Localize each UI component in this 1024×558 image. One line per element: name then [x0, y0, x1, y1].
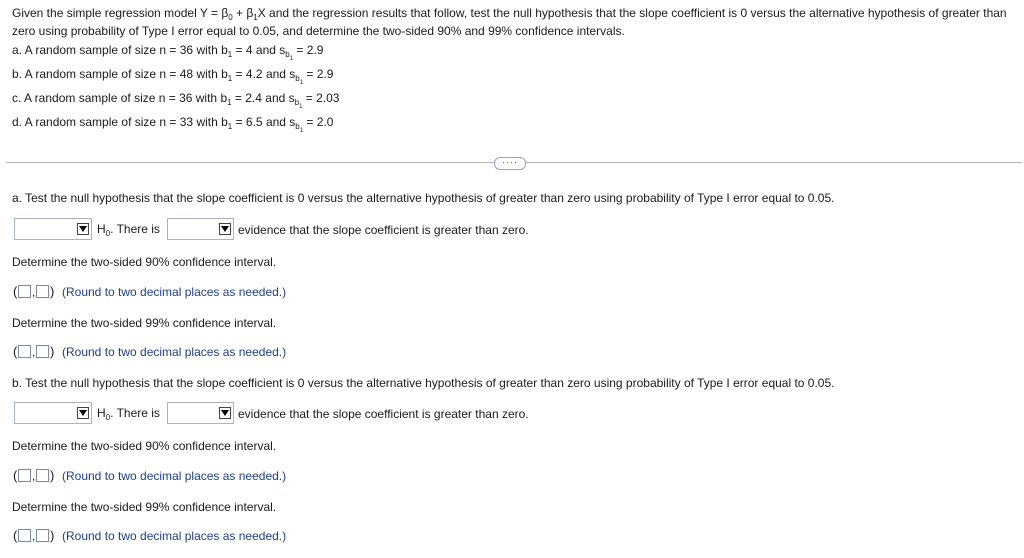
part-a-ci99-row: ( , ) (Round to two decimal places as needed.)	[13, 344, 287, 359]
part-b-ci99-upper-input[interactable]	[36, 529, 49, 542]
intro-text: + β	[232, 6, 254, 20]
part-b-ci99-lower-input[interactable]	[18, 529, 31, 542]
sample-item-b: b. A random sample of size n = 48 with $b_1 = 4.2$ and $s_{b_1} = 2.9$	[12, 67, 334, 86]
sample-item-d: d. A random sample of size n = 33 with $b_1 = 6.5$ and $s_{b_1} = 2.0$	[12, 115, 334, 134]
part-b-evidence-text: evidence that the slope coefficient is greater than zero.	[238, 407, 529, 421]
beta0-subscript: 0	[228, 13, 233, 22]
round-hint: (Round to two decimal places as needed.)	[62, 345, 287, 359]
part-b-evidence-dropdown[interactable]	[167, 402, 234, 424]
round-hint: (Round to two decimal places as needed.)	[62, 285, 287, 299]
intro-text: Given the simple regression model Y = β	[12, 6, 229, 20]
dropdown-arrow-icon	[77, 407, 89, 419]
part-a-h0-decision-dropdown[interactable]	[14, 218, 92, 240]
part-a-ci99-upper-input[interactable]	[36, 345, 49, 358]
part-b-ci90-lower-input[interactable]	[18, 469, 31, 482]
part-a-ci99-label: Determine the two-sided 99% confidence interval.	[12, 316, 277, 330]
sample-item-c: c. A random sample of size n = 36 with $b_1 = 2.4$ and $s_{b_1} = 2.03$	[12, 91, 340, 110]
part-a-ci90-label: Determine the two-sided 90% confidence interval.	[12, 255, 277, 269]
part-b-ci90-label: Determine the two-sided 90% confidence interval.	[12, 439, 277, 453]
round-hint: (Round to two decimal places as needed.)	[62, 469, 287, 483]
part-b-ci90-row: ( , ) (Round to two decimal places as needed.)	[13, 468, 287, 483]
part-a-h0-label: $H_0$. There is	[97, 222, 160, 238]
expand-more-button[interactable]: ····	[494, 157, 526, 170]
part-a-question: a. Test the null hypothesis that the slope coefficient is 0 versus the alternative hypothesis of greater than zero using probability of Type I error equal to 0.05.	[12, 191, 835, 205]
part-a-evidence-text: evidence that the slope coefficient is greater than zero.	[238, 223, 529, 237]
dropdown-arrow-icon	[219, 407, 231, 419]
problem-statement-line-1	[12, 6, 1007, 25]
dropdown-arrow-icon	[77, 223, 89, 235]
part-b-ci90-upper-input[interactable]	[36, 469, 49, 482]
part-b-h0-label: $H_0$. There is	[97, 406, 160, 422]
dropdown-arrow-icon	[219, 223, 231, 235]
part-a-ci90-lower-input[interactable]	[18, 285, 31, 298]
part-a-ci90-upper-input[interactable]	[36, 285, 49, 298]
part-a-ci90-row: ( , ) (Round to two decimal places as needed.)	[13, 284, 287, 299]
beta1-subscript: 1	[253, 13, 258, 22]
part-b-ci99-row: ( , ) (Round to two decimal places as needed.)	[13, 528, 287, 543]
part-a-evidence-dropdown[interactable]	[167, 218, 234, 240]
part-b-h0-decision-dropdown[interactable]	[14, 402, 92, 424]
part-b-question: b. Test the null hypothesis that the slope coefficient is 0 versus the alternative hypothesis of greater than zero using probability of Type I error equal to 0.05.	[12, 376, 835, 390]
part-a-ci99-lower-input[interactable]	[18, 345, 31, 358]
problem-statement-line-2: zero using probability of Type I error equal to 0.05, and determine the two-sided 90% and 99% confidence intervals.	[12, 24, 625, 38]
part-b-ci99-label: Determine the two-sided 99% confidence interval.	[12, 500, 277, 514]
sample-item-a: a. A random sample of size n = 36 with $b_1 = 4$ and $s_{b_1} = 2.9$	[12, 43, 324, 62]
intro-text: X and the regression results that follow, test the null hypothesis that the slope coefficient is 0 versus the alternative hypothesis of greater than	[257, 6, 1007, 20]
round-hint: (Round to two decimal places as needed.)	[62, 529, 287, 543]
